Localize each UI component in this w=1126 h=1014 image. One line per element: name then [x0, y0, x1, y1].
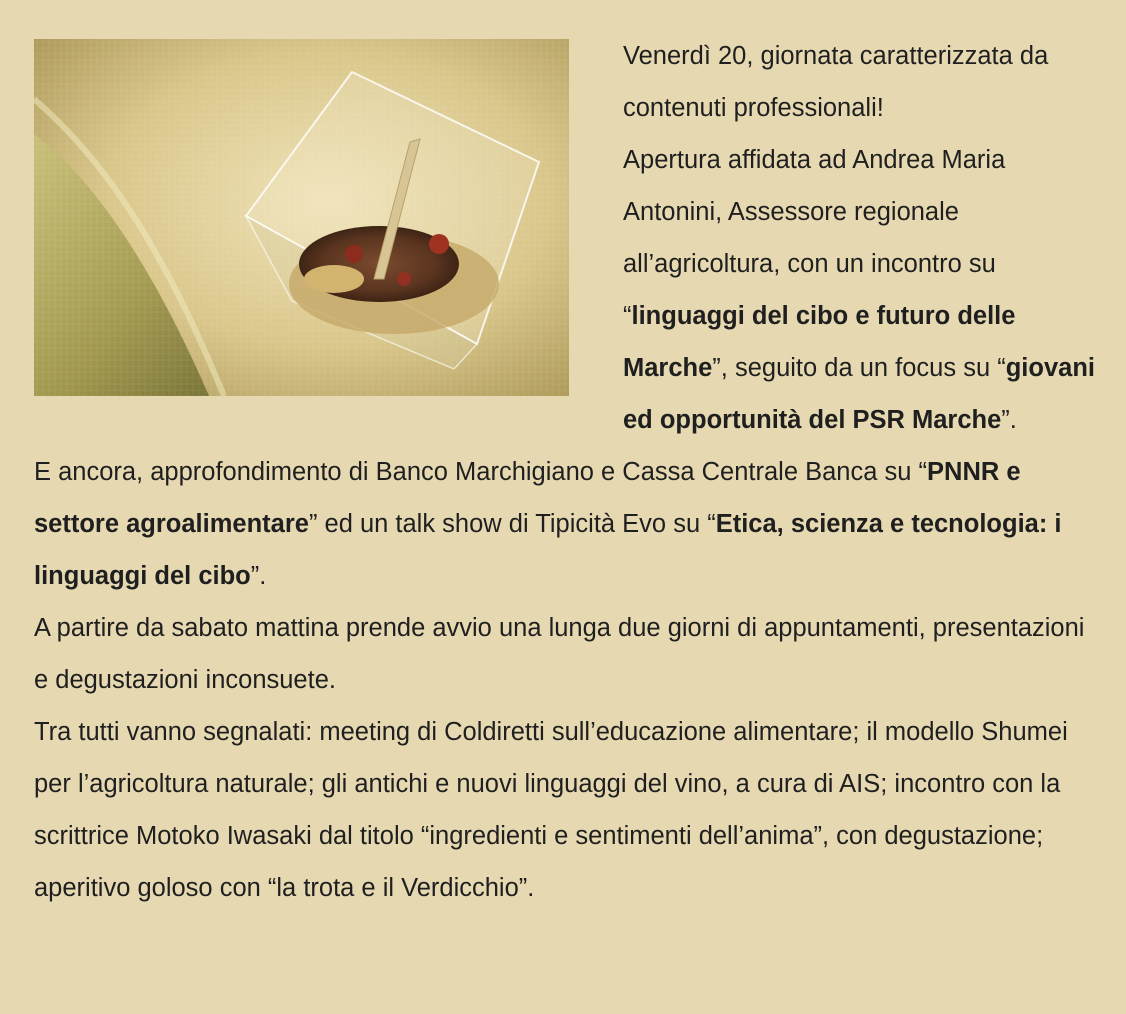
- paragraph-text: ”, seguito da un focus su “: [712, 354, 1006, 382]
- paragraph-text: ” ed un talk show di Tipicità Evo su “: [308, 510, 716, 538]
- paragraph-text: Apertura affidata ad Andrea Maria Antonini, Assessore regionale all’agricoltura, con un incontro su “: [623, 146, 1006, 330]
- paragraph-weekend: [34, 602, 1096, 706]
- paragraph-text: Venerdì 20, giornata caratterizzata da contenuti professionali!: [623, 42, 1049, 122]
- paragraph-talks: [34, 446, 1096, 602]
- paragraph-text: Tra tutti vanno segnalati: meeting di Coldiretti sull’educazione alimentare; il modello Shumei per l’agricoltura naturale; gli antichi e nuovi linguaggi del vino, a cura di AIS; incontro con la scrittrice Motoko Iwasaki dal titolo “ingredienti e sentimenti dell’anima”, con degustazione; aperitivo goloso con “la trota e il Verdicchio”.: [34, 718, 1068, 902]
- bold-topic: giovani ed opportunità del PSR Marche: [623, 354, 1095, 434]
- bold-topic: Etica, scienza e tecnologia: i linguaggi del cibo: [34, 510, 1062, 590]
- food-photo: [34, 39, 569, 396]
- paragraph-text: ”.: [1001, 406, 1017, 434]
- paragraph-highlights: [34, 706, 1096, 914]
- paragraph-text: ”.: [250, 562, 267, 590]
- paragraph-text: A partire da sabato mattina prende avvio una lunga due giorni di appuntamenti, presentazioni e degustazioni inconsuete.: [34, 614, 1085, 694]
- bold-topic: linguaggi del cibo e futuro delle Marche: [623, 302, 1016, 382]
- paragraph-text: E ancora, approfondimento di Banco Marchigiano e Cassa Centrale Banca su “: [34, 458, 928, 486]
- bold-topic: PNNR e settore agroalimentare: [34, 458, 1021, 538]
